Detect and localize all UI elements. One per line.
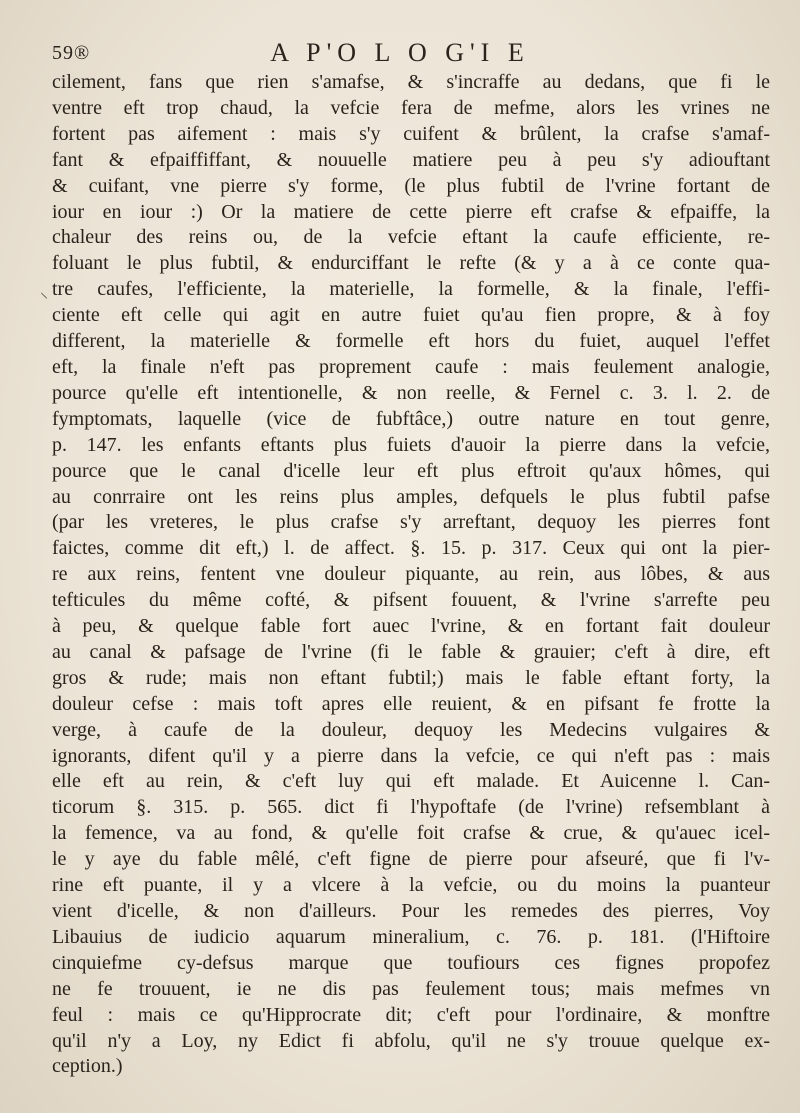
text-line: à peu, & quelque fable fort auec l'vrine, & en fortant fait douleur [52,615,770,638]
text-line: gros & rude; mais non eftant fubtil;) mais le fable eftant forty, la [52,666,770,689]
text-line: vient d'icelle, & non d'ailleurs. Pour les remedes des pierres, Voy [52,900,770,922]
text-line: Libauius de iudicio aquarum mineralium, c. 76. p. 181. (l'Hiftoire [52,925,770,948]
page-number: 59® [52,42,91,64]
text-line: cilement, fans que rien s'amafse, & s'incraffe au dedans, que fi le [52,71,770,93]
text-line: rine eft puante, il y a vlcere à la vefcie, ou du moins la puanteur [52,874,770,897]
text-line: faictes, comme dit eft,) l. de affect. §. 15. p. 317. Ceux qui ont la pier- [52,537,770,560]
text-line: ception.) [52,1055,123,1078]
text-line: fymptomats, laquelle (vice de fubftâce,) outre nature en tout genre, [52,407,770,430]
text-line: au canal & pafsage de l'vrine (fi le fable & grauier; c'eft à dire, eft [52,640,770,663]
text-line: douleur cefse : mais toft apres elle reuient, & en pifsant fe frotte la [52,692,770,715]
text-line: p. 147. les enfants eftants plus fuiets d'auoir la pierre dans la vefcie, [52,433,770,456]
text-line: & cuifant, vne pierre s'y forme, (le plus fubtil de l'vrine fortant de [52,174,770,197]
text-line: ignorants, difent qu'il y a pierre dans la vefcie, ce qui n'eft pas : mais [52,744,770,767]
text-line: (par les vreteres, le plus crafse s'y arreftant, dequoy les pierres font [52,511,770,534]
text-line: chaleur des reins ou, de la vefcie eftant la caufe efficiente, re- [52,226,770,249]
text-line: fortent pas aifement : mais s'y cuifent & brûlent, la crafse s'amaf- [52,122,770,145]
text-line: pource que le canal d'icelle leur eft plus eftroit qu'aux hômes, qui [52,459,770,482]
text-line: eft, la finale n'eft pas proprement caufe : mais feulement analogie, [52,355,770,378]
text-line: different, la materielle & formelle eft hors du fuiet, auquel l'effet [52,330,770,353]
text-line: tefticules du même cofté, & pifsent fouuent, & l'vrine s'arrefte peu [52,589,770,612]
text-line: au conrraire ont les reins plus amples, defquels le plus fubtil pafse [52,485,770,508]
margin-mark: ⸌ [40,291,49,308]
text-line: foluant le plus fubtil, & endurciffant le refte (& y a à ce conte qua- [52,252,770,275]
body-text [52,70,770,1080]
text-line: fant & efpaiffiffant, & nouuelle matiere peu à peu s'y adiouftant [52,148,770,171]
text-line: pource qu'elle eft intentionelle, & non reelle, & Fernel c. 3. l. 2. de [52,381,770,404]
text-line: tre caufes, l'efficiente, la materielle, la formelle, & la finale, l'effi- [52,278,770,301]
text-line: re aux reins, fentent vne douleur piquante, au rein, aus lôbes, & aus [52,563,770,586]
text-line: le y aye du fable mêlé, c'eft figne de pierre pour afseuré, que fi l'v- [52,848,770,871]
text-line: la femence, va au fond, & qu'elle foit crafse & crue, & qu'auec icel- [52,822,770,845]
text-line: feul : mais ce qu'Hipprocrate dit; c'eft pour l'ordinaire, & monftre [52,1003,770,1026]
text-line: verge, à caufe de la douleur, dequoy les Medecins vulgaires & [52,718,770,741]
text-line: elle eft au rein, & c'eft luy qui eft malade. Et Auicenne l. Can- [52,770,770,793]
page-header [40,38,760,68]
text-line: ticorum §. 315. p. 565. dict fi l'hypoftafe (de l'vrine) refsemblant à [52,796,770,819]
text-line: ne fe trouuent, ie ne dis pas feulement tous; mais mefmes vn [52,977,770,1000]
text-line: iour en iour :) Or la matiere de cette pierre eft crafse & efpaiffe, la [52,200,770,223]
text-line: ciente eft celle qui agit en autre fuiet qu'au fien propre, & à foy [52,304,770,327]
running-title: A P'O L O G'I E [270,38,530,67]
text-line: cinquiefme cy-defsus marque que toufiours ces fignes propofez [52,951,770,974]
text-line: qu'il n'y a Loy, ny Edict fi abfolu, qu'il ne s'y trouue quelque ex- [52,1029,770,1052]
text-line: ventre eft trop chaud, la vefcie fera de mefme, alors les vrines ne [52,96,770,119]
